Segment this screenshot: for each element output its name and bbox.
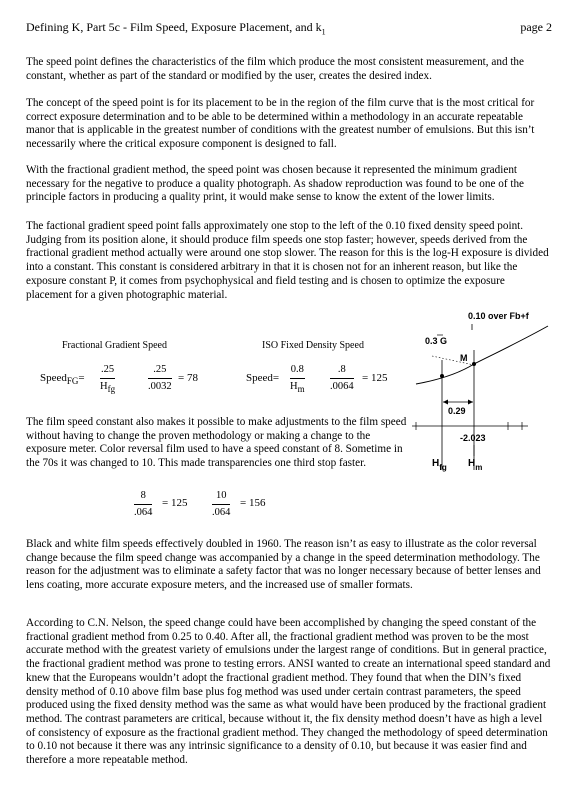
page-number: page 2 [520,20,552,34]
paragraph: Black and white film speeds effectively doubled in 1960. The reason isn’t as easy to illustrate as the color reversal change because the film speed change was accompanied by a change in the speed determination methodology. The reason for the adjustment was to eliminate a safety factor that was no longer necessary because of better lenses and lens coating, more accurate exposure meters, and the increased use of smaller formats. [26,538,541,592]
distance-label: 0.29 [448,406,466,416]
fg-fraction-1: .25 $H_{fg}$ [100,364,116,395]
fractional-gradient-label: Fractional Gradient Speed [62,340,167,351]
m-point-marker [472,362,476,366]
film-curve [416,326,548,384]
fg-speed-lhs: Speed$_{FG}$= [40,372,85,387]
fixed-density-label: ISO Fixed Density Speed [262,340,364,351]
point-m-label: M [460,353,468,363]
speed-point-diagram [408,300,568,490]
fixed-fraction-1: 0.8 $H_m$ [290,364,305,395]
paragraph: The factional gradient speed point falls approximately one stop to the left of the 0.10 fixed density speed point. Judging from its position alone, it should produce film speeds one stop faster; however, speeds derived from the fractional gradient method actually were around one stop slower. The reason for this is the log-H exposure is divided into a constant. This constant is considered arbitrary in that it is chosen not for an inherent reason, but like the exposure constant P, it comes from psychophysical and field testing and is chosen to optimize the exposure placement for a given photographic material. [26,220,549,301]
fg-fraction-2: .25 .0032 [148,364,172,392]
reversal-fraction-2: 10 .064 [212,490,231,518]
fixed-result: = 125 [362,372,388,384]
paragraph: The concept of the speed point is for its placement to be in the region of the film curve that is the most critical for correct exposure determination and to be able to be determined within a methodology in an accurate repeatable manor that is applicable in the greatest number of conditions with the greatest number of emulsions. But this isn’t necessarily where the critical exposure component is designed to fall. [26,97,535,151]
fixed-fraction-2: .8 .0064 [330,364,354,392]
fixed-speed-lhs: Speed= [246,372,280,384]
gradient-line [432,356,474,365]
page-title: Defining K, Part 5c - Film Speed, Exposure Placement, and $k_1$ [26,20,326,37]
hm-label: $H_m$ [468,458,483,472]
fg-result: = 78 [178,372,198,384]
reversal-result-2: = 156 [240,497,266,509]
fg-point-marker [440,374,444,378]
gbar-label: 0.3 G [425,336,448,346]
hfg-label: $H_{fg}$ [432,458,447,472]
reversal-fraction-1: 8 .064 [134,490,153,518]
paragraph: The speed point defines the characteristics of the film which produce the most consistent measurement, and the constant, whether as part of the standard or modified by the user, creates the desired index. [26,56,524,82]
paragraph: The film speed constant also makes it possible to make adjustments to the film speed without having to change the proven methodology or making a change to the exposure meter. Color reversal film used to have a speed constant of 8. Sometime in the 70s it was changed to 10. This made transparencies one third stop faster. [26,416,407,470]
paragraph: With the fractional gradient method, the speed point was chosen because it represented the minimum gradient necessary for the negative to produce a quality photograph. As shadow reproduction was found to be one of the principle factors in producing a quality print, it would make sense to know the extent of the lower limits. [26,164,525,204]
arrow-right-head [468,400,473,405]
diagram-top-label: 0.10 over Fb+f [468,311,529,321]
reversal-result-1: = 125 [162,497,188,509]
paragraph: According to C.N. Nelson, the speed change could have been accomplished by changing the speed constant of the fractional gradient method from 0.25 to 0.40. After all, the fractional gradient method was proven to be the most accurate method with the greatest variety of emulsions under the largest range of conditions. But in general practice, the fractional gradient method was prone to testing errors. ANSI wanted to create an international speed standard and knew that the Europeans wouldn’t adopt the fractional gradient method. They found that when the DIN’s fixed density method of 0.10 above film base plus fog method was used under certain contrast parameters, the speed produced using the fixed density method was the same as what would have been produced by the fractional gradient method. The contrast parameters are critical, because without it, the fix density method doesn’t have as high a level of consistency of exposure as the fractional gradient method. They changed the methodology of speed determination to 0.10 not because it there was any intrinsic significance to a density of 0.10, but because it was easier find and therefore a more repeatable method. [26,617,551,767]
axis-value-label: -2.023 [460,433,486,443]
arrow-left-head [443,400,448,405]
